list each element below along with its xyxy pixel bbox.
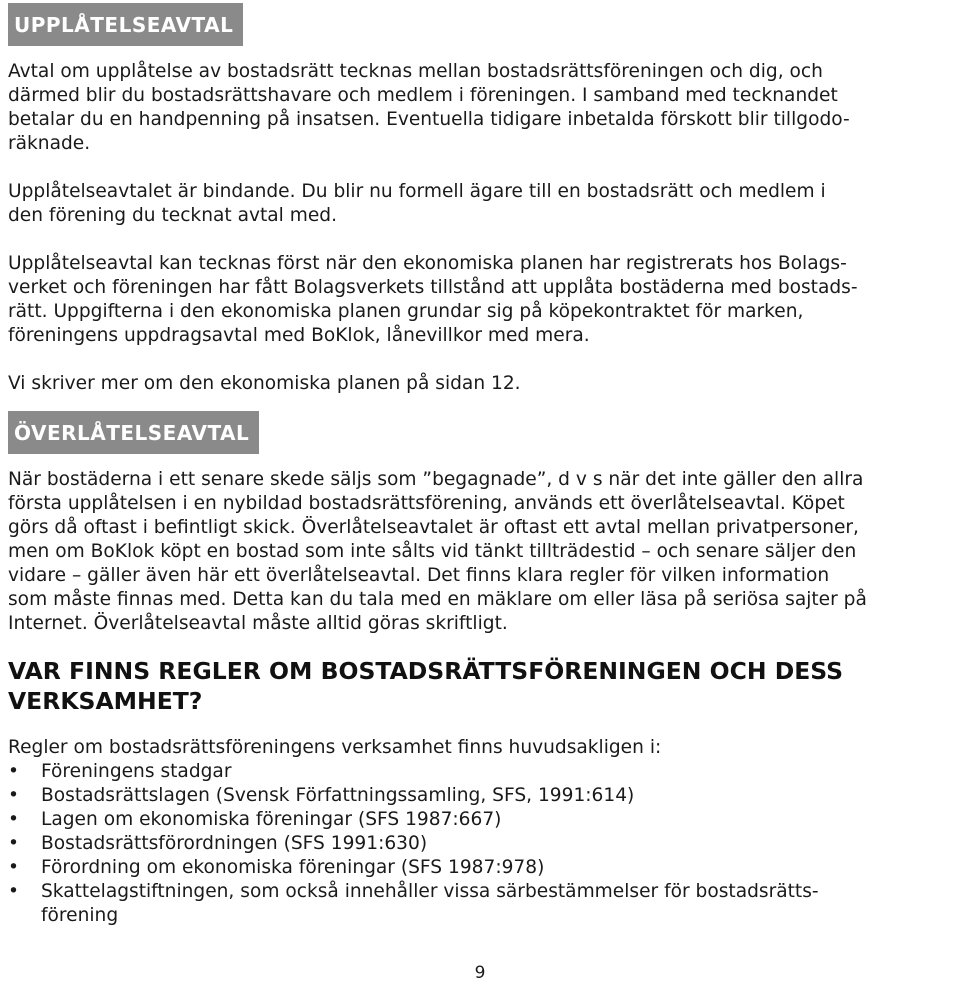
text-line: därmed blir du bostadsrättshavare och medlem i föreningen. I samband med tecknandet [8,85,838,106]
section-label-overlatelseavtal: ÖVERLÅTELSEAVTAL [8,411,259,454]
text-line: Vi skriver mer om den ekonomiska planen på sidan 12. [8,373,521,394]
text-line: Internet. Överlåtelseavtal måste alltid göras skriftligt. [8,613,508,634]
list-item [8,832,952,856]
text-line: verket och föreningen har fått Bolagsverkets tillstånd att upplåta bostäderna med bostads- [8,277,858,298]
bullet-icon: • [8,833,19,854]
text-line: Upplåtelseavtal kan tecknas först när den ekonomiska planen har registrerats hos Bolags- [8,253,847,274]
list-item [8,760,952,784]
text-line: räknade. [8,133,91,154]
heading-line: VAR FINNS REGLER OM BOSTADSRÄTTSFÖRENINGEN OCH DESS [8,657,844,685]
paragraph-upplatelse-intro [8,60,952,156]
text-line: vidare – gäller även här ett överlåtelseavtal. Det finns klara regler för vilken information [8,565,830,586]
paragraph-upplatelse-registrering [8,252,952,348]
text-line: Avtal om upplåtelse av bostadsrätt tecknas mellan bostadsrättsföreningen och dig, och [8,61,823,82]
list-item-text: Föreningens stadgar [41,761,232,782]
paragraph-upplatelse-bindande [8,180,952,228]
text-line: men om BoKlok köpt en bostad som inte sålts vid tänkt tillträdestid – och senare säljer den [8,541,857,562]
list-item [8,880,952,928]
rules-list [8,760,952,928]
list-item-text: Bostadsrättsförordningen (SFS 1991:630) [41,833,428,854]
heading-regler [8,656,952,716]
text-line: När bostäderna i ett senare skede säljs som ”begagnade”, d v s när det inte gäller den allra [8,469,864,490]
bullet-icon: • [8,809,19,830]
text-line: betalar du en handpenning på insatsen. Eventuella tidigare inbetalda förskott blir tillgodo- [8,109,850,130]
heading-line: VERKSAMHET? [8,687,203,715]
bullet-icon: • [8,857,19,878]
text-line: föreningens uppdragsavtal med BoKlok, lånevillkor med mera. [8,325,590,346]
list-item [8,808,952,832]
paragraph-regler-intro: Regler om bostadsrättsföreningens verksamhet finns huvudsakligen i: [8,737,662,758]
text-line: Upplåtelseavtalet är bindande. Du blir nu formell ägare till en bostadsrätt och medlem i [8,181,826,202]
bullet-icon: • [8,785,19,806]
paragraph-overlatelse [8,468,952,636]
list-item-text: Skattelagstiftningen, som också innehåller vissa särbestämmelser för bostadsrätts- [41,881,819,902]
text-line: som måste finnas med. Detta kan du tala med en mäklare om eller läsa på seriösa sajter på [8,589,867,610]
text-line: den förening du tecknat avtal med. [8,205,338,226]
page-number: 9 [474,963,486,983]
upplatelseavtal-section [8,60,952,396]
list-item-text: förening [41,905,119,926]
list-item [8,784,952,808]
list-item-text: Lagen om ekonomiska föreningar (SFS 1987:667) [41,809,502,830]
list-item [8,856,952,880]
document-page [8,3,952,928]
text-line: rätt. Uppgifterna i den ekonomiska planen grundar sig på köpekontraktet för marken, [8,301,804,322]
text-line: första upplåtelsen i en nybildad bostadsrättsförening, används ett överlåtelseavtal. Köpet [8,493,845,514]
list-item-text: Bostadsrättslagen (Svensk Författningssamling, SFS, 1991:614) [41,785,635,806]
paragraph-upplatelse-hanvisning [8,372,952,396]
section-label-upplatelseavtal: UPPLÅTELSEAVTAL [8,3,243,46]
text-line: görs då oftast i befintligt skick. Överlåtelseavtalet är oftast ett avtal mellan privatpersoner, [8,517,859,538]
list-item-text: Förordning om ekonomiska föreningar (SFS 1987:978) [41,857,545,878]
bullet-icon: • [8,761,19,782]
bullet-icon: • [8,881,19,902]
